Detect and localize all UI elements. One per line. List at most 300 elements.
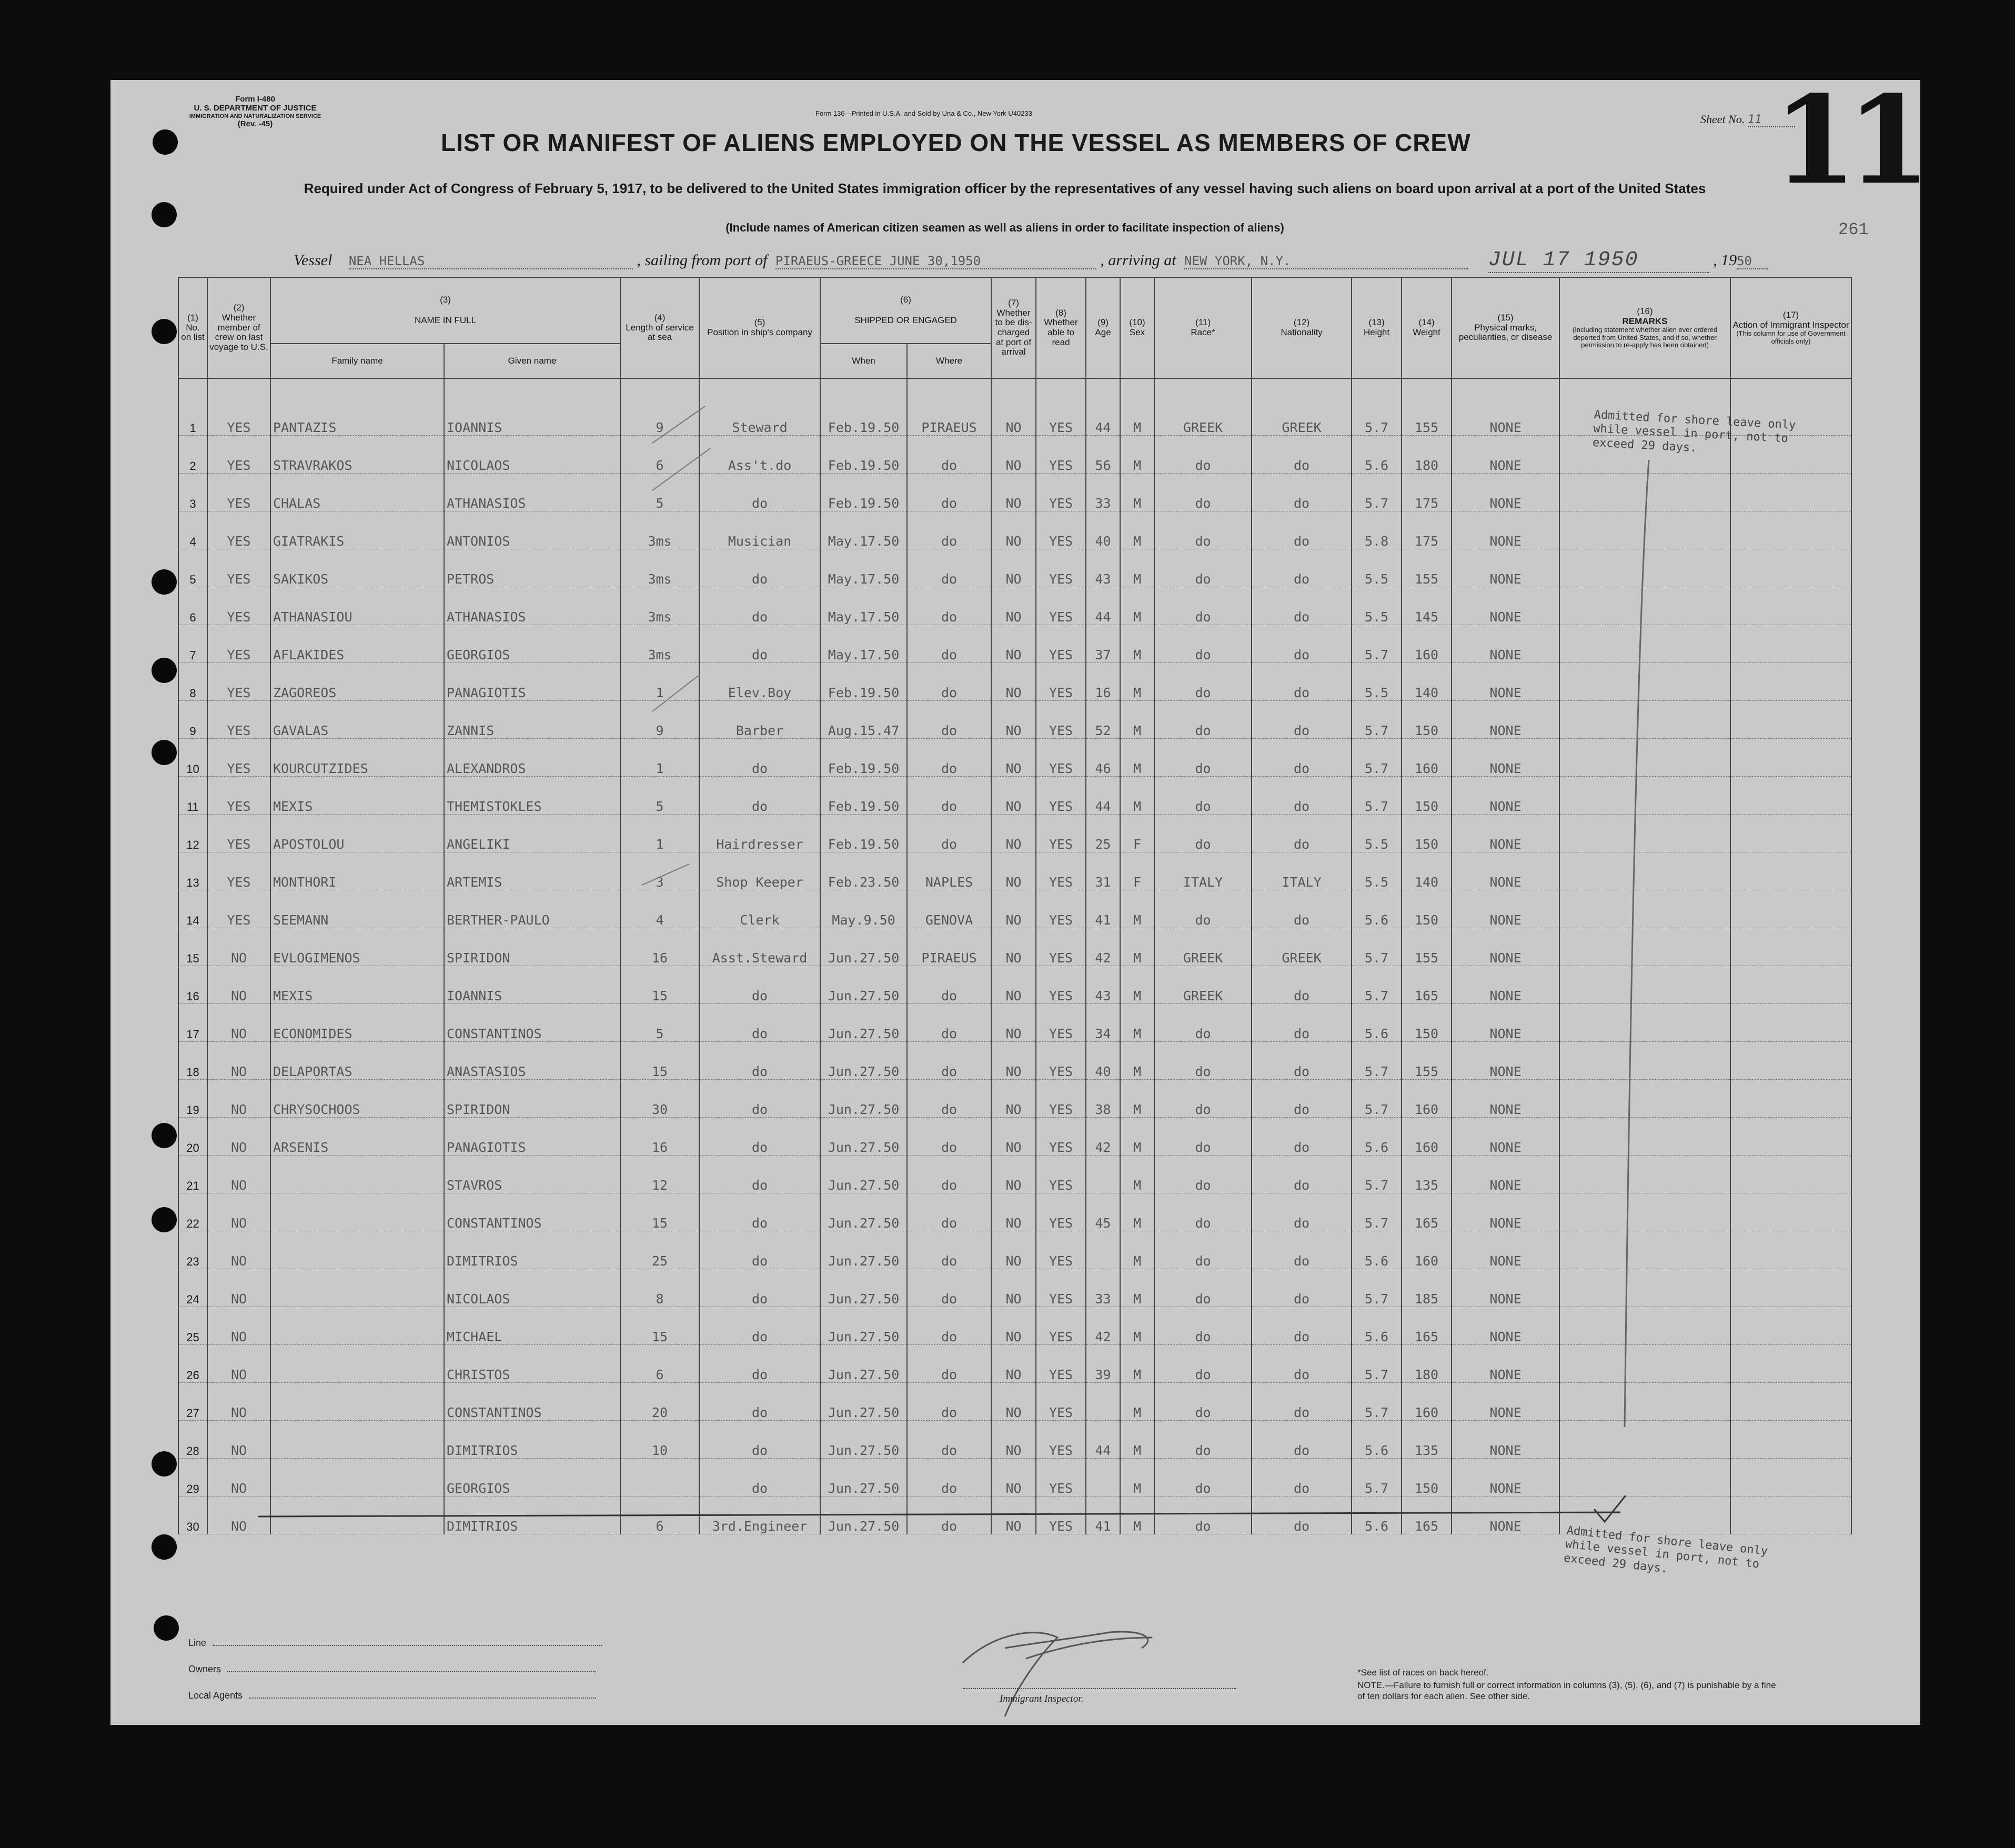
sex: M [1120,928,1154,966]
family-name: SAKIKOS [270,549,444,587]
discharged: NO [991,966,1036,1004]
port-of-arrival: NEW YORK, N.Y. [1184,254,1468,269]
discharged: NO [991,1004,1036,1042]
able-to-read: YES [1036,777,1086,815]
service-tick-4 [642,864,689,885]
nationality: do [1252,549,1352,587]
col-5-label: Position in ship's company [707,327,812,337]
shipped-where: PIRAEUS [907,398,991,436]
sex: M [1120,739,1154,777]
printer-line: Form 136—Printed in U.S.A. and Sold by Una & Co., New York U40233 [815,109,1032,117]
col-11-number: (11) [1195,317,1211,328]
col-16-sublabel: (Including statement whether alien ever ordered deported from United States, and if so, whether permission to re-apply has been obtained) [1572,326,1718,349]
sex: M [1120,663,1154,701]
height: 5.7 [1352,1383,1402,1421]
weight: 155 [1402,928,1452,966]
row-number: 1 [178,398,207,436]
discharged: NO [991,928,1036,966]
able-to-read: YES [1036,1042,1086,1080]
given-name: IOANNIS [444,398,620,436]
family-name: AFLAKIDES [270,625,444,663]
physical-marks: NONE [1452,1118,1559,1156]
physical-marks: NONE [1452,1269,1559,1307]
physical-marks: NONE [1452,1080,1559,1118]
position: do [699,1459,820,1497]
shipped-where: do [907,777,991,815]
col-2-number: (2) [233,303,245,313]
discharged: NO [991,739,1036,777]
service-length: 12 [620,1156,699,1193]
shipped-where: do [907,1307,991,1345]
race: do [1154,549,1252,587]
nationality: do [1252,1269,1352,1307]
able-to-read: YES [1036,852,1086,890]
nationality: do [1252,890,1352,928]
shipped-where: do [907,474,991,511]
crew-last-voyage: NO [207,1307,270,1345]
shipped-when: Jun.27.50 [820,1459,907,1497]
physical-marks: NONE [1452,1156,1559,1193]
shipped-when: May.17.50 [820,549,907,587]
discharged: NO [991,1345,1036,1383]
page-title: LIST OR MANIFEST OF ALIENS EMPLOYED ON THE VESSEL AS MEMBERS OF CREW [441,129,1471,156]
race: ITALY [1154,852,1252,890]
given-name: ANTONIOS [444,511,620,549]
shipped-when: Jun.27.50 [820,1421,907,1459]
family-name: ATHANASIOU [270,587,444,625]
shipped-where: do [907,1231,991,1269]
crew-last-voyage: YES [207,587,270,625]
col-12-number: (12) [1293,317,1310,328]
strike-line-29 [258,1512,1620,1516]
nationality: GREEK [1252,398,1352,436]
given-name: MICHAEL [444,1307,620,1345]
discharged: NO [991,777,1036,815]
given-name: ATHANASIOS [444,474,620,511]
height: 5.7 [1352,1459,1402,1497]
discharged: NO [991,587,1036,625]
race: do [1154,625,1252,663]
discharged: NO [991,1080,1036,1118]
service-length: 3ms [620,587,699,625]
weight: 135 [1402,1156,1452,1193]
able-to-read: YES [1036,1269,1086,1307]
nationality: do [1252,815,1352,852]
discharged: NO [991,436,1036,474]
service-length: 16 [620,928,699,966]
weight: 155 [1402,1042,1452,1080]
position: do [699,1193,820,1231]
race: do [1154,1042,1252,1080]
physical-marks: NONE [1452,852,1559,890]
nationality: do [1252,1118,1352,1156]
col-14-number: (14) [1418,317,1435,328]
crew-last-voyage: NO [207,1118,270,1156]
discharged: NO [991,1193,1036,1231]
nationality: do [1252,474,1352,511]
line-label: Line [188,1638,207,1648]
weight: 160 [1402,1080,1452,1118]
given-name: NICOLAOS [444,436,620,474]
able-to-read: YES [1036,663,1086,701]
discharged: NO [991,1042,1036,1080]
shipped-where: do [907,511,991,549]
sex: M [1120,549,1154,587]
service-length: 5 [620,1004,699,1042]
position: do [699,1156,820,1193]
shipped-where: do [907,966,991,1004]
physical-marks: NONE [1452,1421,1559,1459]
able-to-read: YES [1036,436,1086,474]
shipped-where: do [907,1080,991,1118]
race: do [1154,1193,1252,1231]
shipped-when: Jun.27.50 [820,1231,907,1269]
age: 37 [1086,625,1120,663]
position: do [699,549,820,587]
row-number: 28 [178,1421,207,1459]
shipped-where: NAPLES [907,852,991,890]
row-number: 11 [178,777,207,815]
able-to-read: YES [1036,890,1086,928]
when-header: When [820,344,907,378]
physical-marks: NONE [1452,1497,1559,1534]
col-16-label: REMARKS [1622,316,1668,326]
given-name: SPIRIDON [444,928,620,966]
weight: 160 [1402,1231,1452,1269]
able-to-read: YES [1036,815,1086,852]
sex: M [1120,777,1154,815]
given-name: PETROS [444,549,620,587]
service-length: 3ms [620,625,699,663]
shipped-where: do [907,1269,991,1307]
height: 5.7 [1352,398,1402,436]
given-name: CONSTANTINOS [444,1193,620,1231]
shipped-where: do [907,739,991,777]
discharged: NO [991,815,1036,852]
sex: M [1120,1004,1154,1042]
sex: M [1120,1383,1154,1421]
able-to-read: YES [1036,398,1086,436]
given-name: SPIRIDON [444,1080,620,1118]
col-10-label: Sex [1129,327,1145,337]
physical-marks: NONE [1452,966,1559,1004]
height: 5.7 [1352,966,1402,1004]
weight: 175 [1402,474,1452,511]
able-to-read: YES [1036,1118,1086,1156]
crew-last-voyage: YES [207,890,270,928]
height: 5.5 [1352,587,1402,625]
nationality: do [1252,1345,1352,1383]
nationality: do [1252,966,1352,1004]
given-name: ANASTASIOS [444,1042,620,1080]
weight: 165 [1402,1193,1452,1231]
race: GREEK [1154,398,1252,436]
family-name: CHRYSOCHOOS [270,1080,444,1118]
shipped-where: do [907,436,991,474]
age: 44 [1086,777,1120,815]
sex: M [1120,1193,1154,1231]
age: 45 [1086,1193,1120,1231]
position: Barber [699,701,820,739]
row-number: 20 [178,1118,207,1156]
shipped-where: do [907,815,991,852]
able-to-read: YES [1036,928,1086,966]
nationality: do [1252,625,1352,663]
family-name: MEXIS [270,966,444,1004]
height: 5.7 [1352,1345,1402,1383]
line-blank [213,1645,602,1646]
race: do [1154,587,1252,625]
shipped-when: Jun.27.50 [820,1004,907,1042]
service-length: 8 [620,1269,699,1307]
position: do [699,474,820,511]
physical-marks: NONE [1452,739,1559,777]
age: 41 [1086,890,1120,928]
col-15-label: Physical marks, peculiarities, or disease [1458,322,1553,343]
row-number: 10 [178,739,207,777]
nationality: do [1252,1459,1352,1497]
given-name: CONSTANTINOS [444,1383,620,1421]
checkmark [1594,1495,1626,1522]
weight: 150 [1402,890,1452,928]
line-field [188,1638,602,1649]
shipped-when: Jun.27.50 [820,1193,907,1231]
discharged: NO [991,1497,1036,1534]
shipped-where: do [907,1004,991,1042]
where-header: Where [907,344,991,378]
shipped-when: May.9.50 [820,890,907,928]
family-name: APOSTOLOU [270,815,444,852]
port-of-departure: PIRAEUS-GREECE JUNE 30,1950 [775,254,1096,269]
shipped-where: do [907,587,991,625]
physical-marks: NONE [1452,1042,1559,1080]
nationality: do [1252,1193,1352,1231]
service-tick-2 [652,448,710,490]
height: 5.6 [1352,1421,1402,1459]
able-to-read: YES [1036,1231,1086,1269]
crew-last-voyage: NO [207,1231,270,1269]
given-name: ALEXANDROS [444,739,620,777]
position: do [699,625,820,663]
crew-last-voyage: YES [207,815,270,852]
age: 43 [1086,966,1120,1004]
sex: M [1120,1231,1154,1269]
physical-marks: NONE [1452,928,1559,966]
shipped-when: Jun.27.50 [820,1042,907,1080]
col-4-number: (4) [654,312,666,323]
service-length: 16 [620,1118,699,1156]
given-name: STAVROS [444,1156,620,1193]
height: 5.7 [1352,739,1402,777]
service-length: 30 [620,1080,699,1118]
service-length: 3ms [620,511,699,549]
weight: 150 [1402,1459,1452,1497]
shipped-when: May.17.50 [820,587,907,625]
shipped-where: do [907,1459,991,1497]
nationality: do [1252,739,1352,777]
manifest-sheet [110,80,1920,1725]
position: do [699,1307,820,1345]
form-number: Form I-480 [235,95,275,104]
weight: 185 [1402,1269,1452,1307]
shipped-when: Jun.27.50 [820,1345,907,1383]
owners-blank [227,1671,596,1672]
row-number: 12 [178,815,207,852]
able-to-read: YES [1036,739,1086,777]
shipped-when: Jun.27.50 [820,928,907,966]
row-number: 6 [178,587,207,625]
shipped-when: Feb.19.50 [820,777,907,815]
service-length: 6 [620,436,699,474]
service-length: 5 [620,474,699,511]
sex: M [1120,966,1154,1004]
weight: 160 [1402,739,1452,777]
nationality: do [1252,701,1352,739]
col-1-number: (1) [187,312,198,323]
service-length: 1 [620,815,699,852]
row-number: 13 [178,852,207,890]
able-to-read: YES [1036,474,1086,511]
age: 44 [1086,587,1120,625]
age: 56 [1086,436,1120,474]
sex: M [1120,1118,1154,1156]
position: do [699,1345,820,1383]
able-to-read: YES [1036,1004,1086,1042]
shipped-when: Feb.19.50 [820,398,907,436]
physical-marks: NONE [1452,474,1559,511]
height: 5.6 [1352,1307,1402,1345]
physical-marks: NONE [1452,890,1559,928]
race: do [1154,1269,1252,1307]
service-length: 6 [620,1345,699,1383]
service-length: 9 [620,701,699,739]
row-number: 24 [178,1269,207,1307]
crew-last-voyage: YES [207,852,270,890]
nationality: do [1252,511,1352,549]
row-number: 3 [178,474,207,511]
agents-blank [249,1698,596,1699]
weight: 165 [1402,1307,1452,1345]
pencil-marks [110,80,1920,1725]
row-number: 17 [178,1004,207,1042]
nationality: do [1252,1156,1352,1193]
position: Steward [699,398,820,436]
race: do [1154,663,1252,701]
race: do [1154,890,1252,928]
discharged: NO [991,1156,1036,1193]
subtitle-note: (Include names of American citizen seamen as well as aliens in order to facilitate inspection of aliens) [726,221,1284,234]
physical-marks: NONE [1452,1345,1559,1383]
height: 5.7 [1352,474,1402,511]
family-name: EVLOGIMENOS [270,928,444,966]
family-name-header: Family name [270,344,444,378]
height: 5.7 [1352,625,1402,663]
given-name: IOANNIS [444,966,620,1004]
crew-last-voyage: NO [207,928,270,966]
row-number: 18 [178,1042,207,1080]
age: 33 [1086,1269,1120,1307]
row-number: 7 [178,625,207,663]
sex: M [1120,1459,1154,1497]
shipped-when: Jun.27.50 [820,1118,907,1156]
sex: M [1120,1156,1154,1193]
row-number: 8 [178,663,207,701]
race: do [1154,1118,1252,1156]
sex: M [1120,1042,1154,1080]
race: do [1154,1080,1252,1118]
family-name: PANTAZIS [270,398,444,436]
physical-marks: NONE [1452,549,1559,587]
col-10-number: (10) [1129,317,1145,328]
row-number: 22 [178,1193,207,1231]
height: 5.7 [1352,777,1402,815]
shipped-where: do [907,1118,991,1156]
crew-last-voyage: NO [207,1383,270,1421]
family-name: GAVALAS [270,701,444,739]
races-note: *See list of races on back hereof. [1357,1668,1489,1678]
nationality: do [1252,1042,1352,1080]
position: Musician [699,511,820,549]
row-number: 5 [178,549,207,587]
age: 34 [1086,1004,1120,1042]
position: Elev.Boy [699,663,820,701]
crew-last-voyage: NO [207,1193,270,1231]
service-length: 10 [620,1421,699,1459]
service-tick-1 [652,406,705,443]
crew-last-voyage: YES [207,436,270,474]
penalty-note: NOTE.—Failure to furnish full or correct information in columns (3), (5), (6), and (7) is punishable by a fine of ten dollars for each alien. See other side. [1357,1680,1776,1702]
row-number: 27 [178,1383,207,1421]
age: 31 [1086,852,1120,890]
nationality: do [1252,587,1352,625]
given-name: GEORGIOS [444,625,620,663]
race: do [1154,1421,1252,1459]
row-number: 4 [178,511,207,549]
weight: 150 [1402,701,1452,739]
col-17-label: Action of Immigrant Inspector [1732,319,1849,330]
crew-last-voyage: NO [207,1269,270,1307]
shipped-where: do [907,1345,991,1383]
physical-marks: NONE [1452,436,1559,474]
crew-last-voyage: NO [207,1080,270,1118]
weight: 175 [1402,511,1452,549]
position: do [699,1042,820,1080]
remarks-bottom: Admitted for shore leave only while vessel in port, not to exceed 29 days. [1563,1524,1769,1576]
able-to-read: YES [1036,511,1086,549]
race: GREEK [1154,928,1252,966]
sex: M [1120,587,1154,625]
physical-marks: NONE [1452,1231,1559,1269]
physical-marks: NONE [1452,1383,1559,1421]
age: 42 [1086,1307,1120,1345]
col-2-label: Whether member of crew on last voyage to U.S. [209,312,268,353]
col-17-number: (17) [1782,310,1799,320]
row-number: 9 [178,701,207,739]
able-to-read: YES [1036,625,1086,663]
family-name: MEXIS [270,777,444,815]
race: do [1154,1004,1252,1042]
col-3-label: NAME IN FULL [414,315,477,325]
position: do [699,1080,820,1118]
sex: M [1120,1345,1154,1383]
discharged: NO [991,549,1036,587]
col-15-number: (15) [1497,312,1514,323]
weight: 165 [1402,966,1452,1004]
given-name: NICOLAOS [444,1269,620,1307]
crew-last-voyage: YES [207,777,270,815]
physical-marks: NONE [1452,701,1559,739]
shipped-when: Feb.19.50 [820,663,907,701]
